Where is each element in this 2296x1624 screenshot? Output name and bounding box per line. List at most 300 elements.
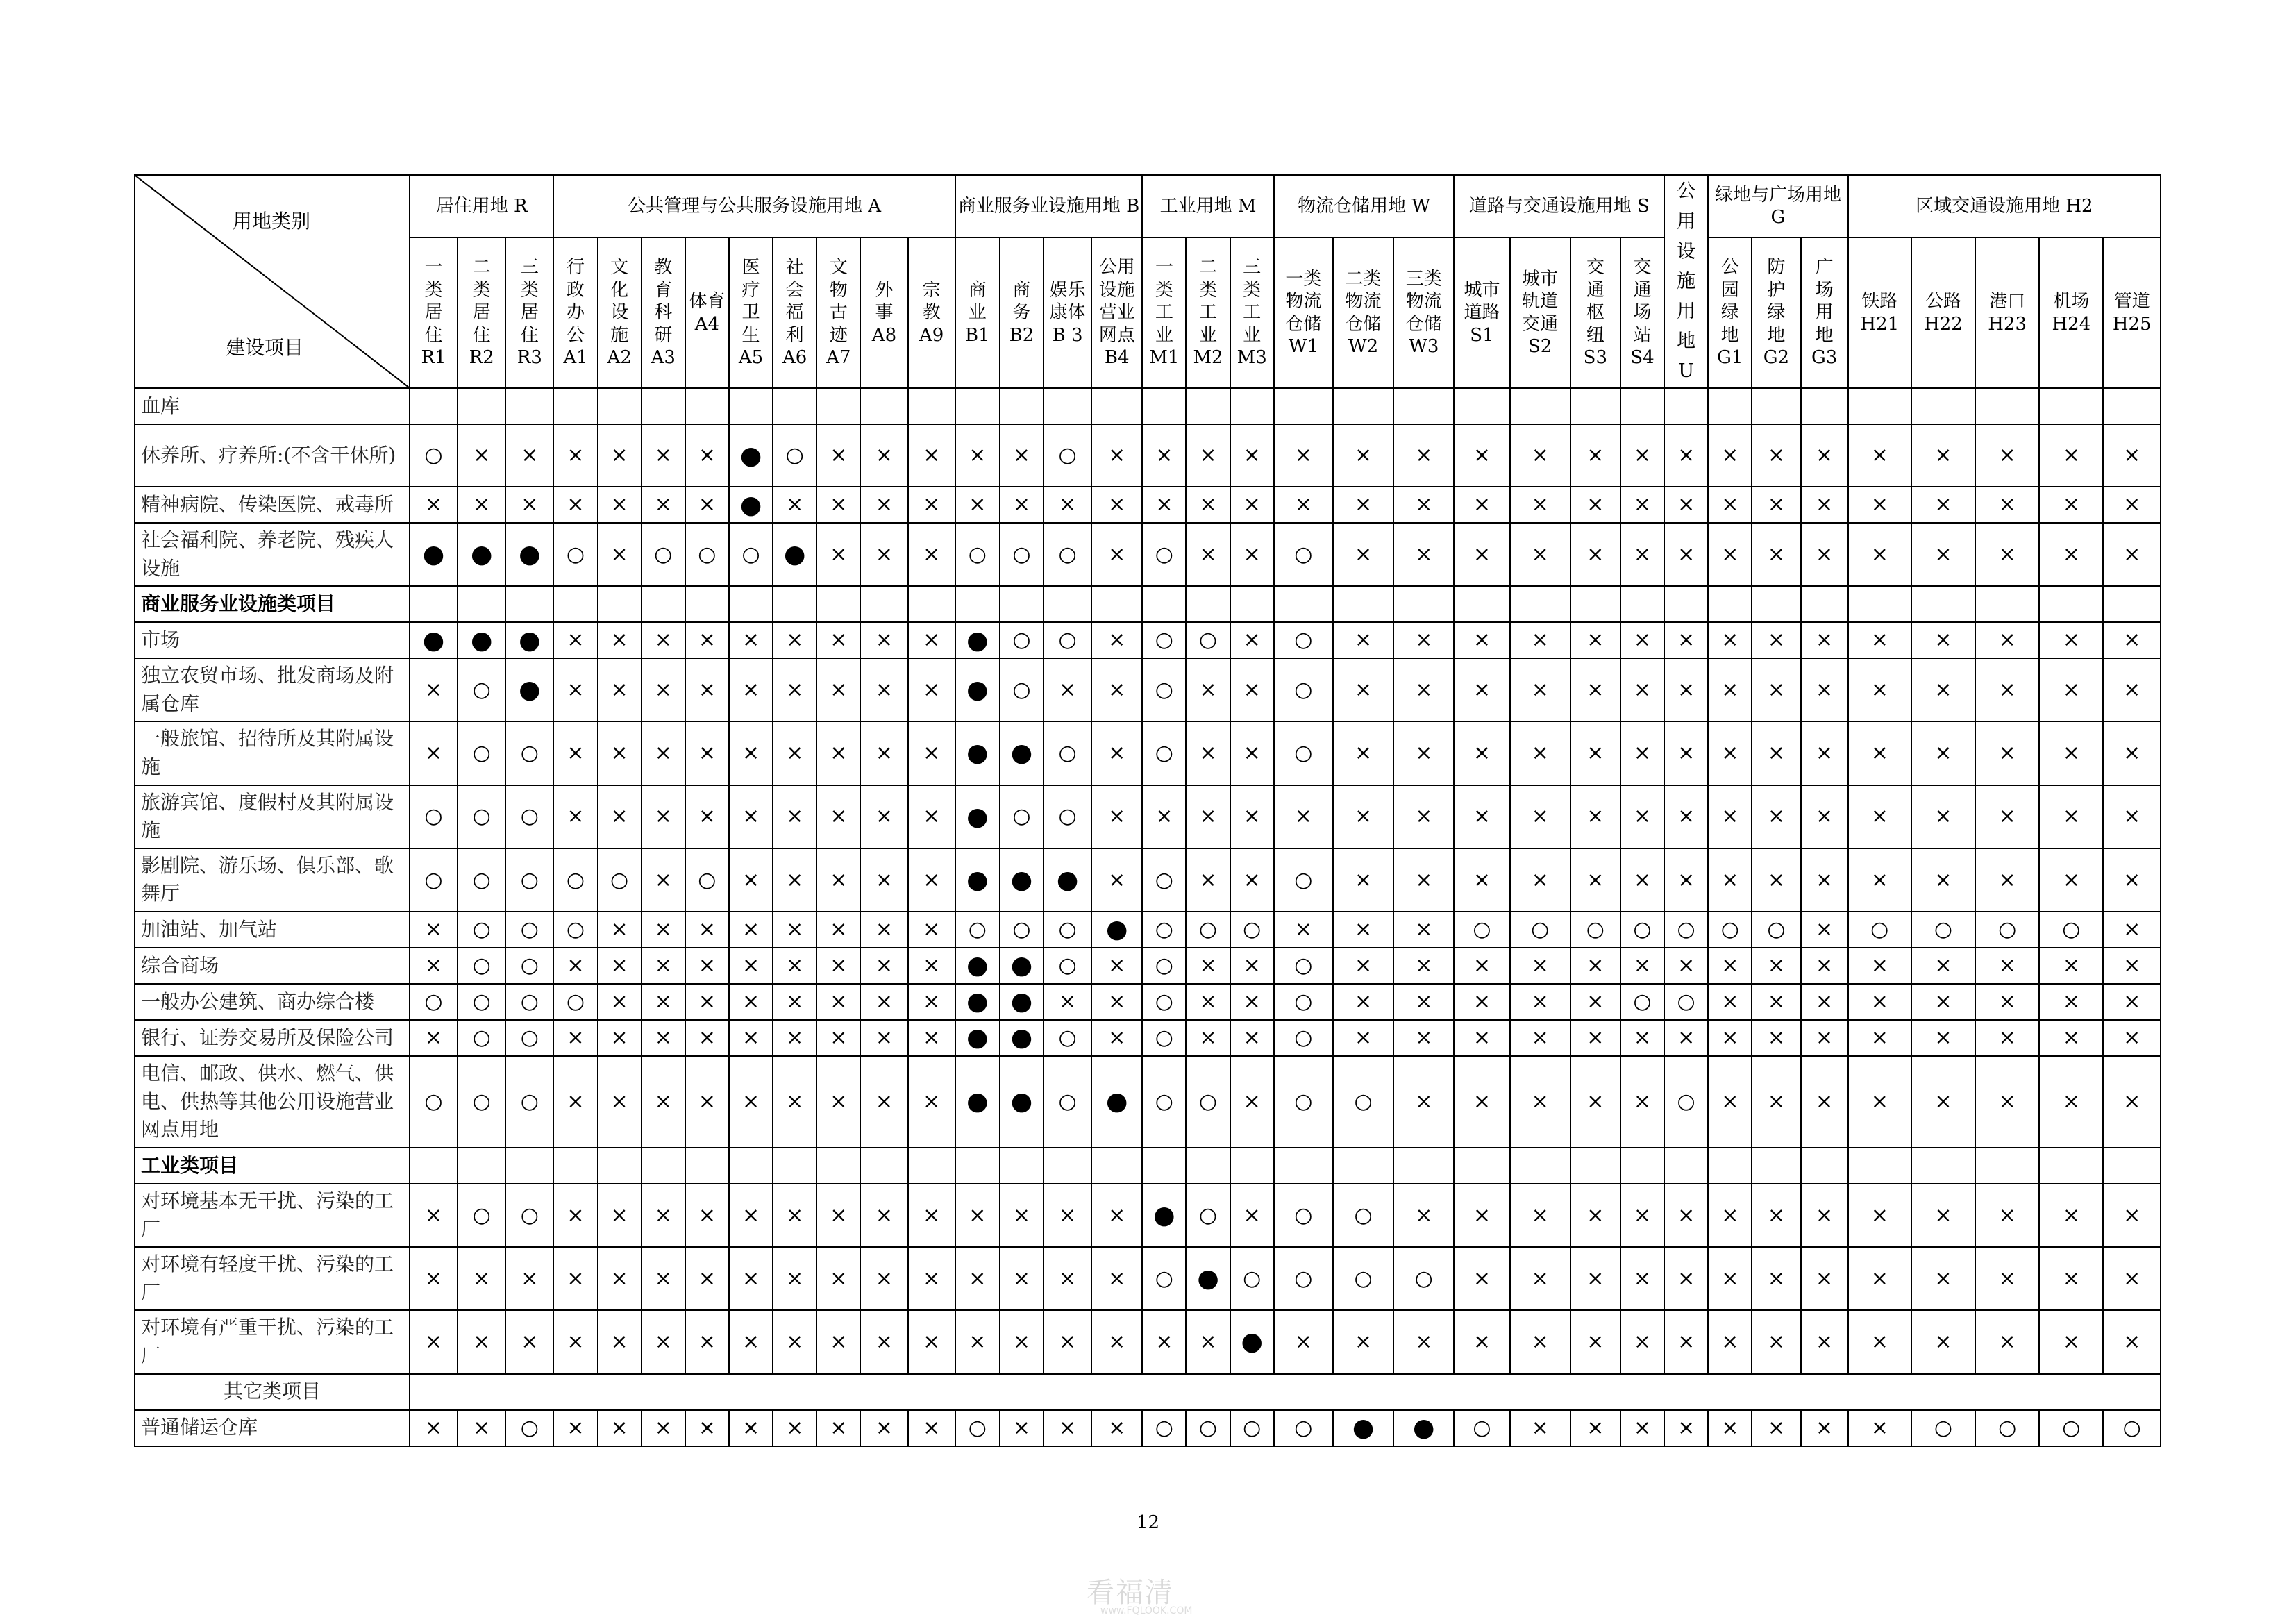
empty-cell <box>1454 1148 1509 1184</box>
prohibited-mark: × <box>1570 523 1620 586</box>
prohibited-mark: × <box>1911 785 1975 848</box>
empty-cell <box>1570 388 1620 424</box>
prohibited-mark: × <box>1091 721 1142 785</box>
empty-cell <box>1708 388 1752 424</box>
conditional-mark: ○ <box>410 1056 458 1148</box>
conditional-mark: ○ <box>685 523 729 586</box>
prohibited-mark: × <box>816 785 860 848</box>
empty-cell <box>1708 586 1752 622</box>
prohibited-mark: × <box>860 1247 907 1310</box>
conditional-mark: ○ <box>1186 1184 1230 1247</box>
prohibited-mark: × <box>1975 848 2039 912</box>
group-header <box>955 175 1143 237</box>
prohibited-mark: × <box>1911 848 1975 912</box>
prohibited-mark: × <box>1230 1056 1274 1148</box>
empty-cell <box>773 388 816 424</box>
prohibited-mark: × <box>1752 1020 1800 1056</box>
conditional-mark: ○ <box>729 523 773 586</box>
column-code: A8 <box>871 324 897 346</box>
row-name: 一般旅馆、招待所及其附属设施 <box>135 721 410 785</box>
prohibited-mark: × <box>1752 848 1800 912</box>
prohibited-mark: × <box>1091 1184 1142 1247</box>
conditional-mark: ○ <box>642 523 685 586</box>
prohibited-mark: × <box>1664 622 1708 658</box>
prohibited-mark: × <box>1091 948 1142 984</box>
conditional-mark: ○ <box>1664 984 1708 1020</box>
row-name: 综合商场 <box>135 948 410 984</box>
prohibited-mark: × <box>773 984 816 1020</box>
prohibited-mark: × <box>1186 785 1230 848</box>
prohibited-mark: × <box>553 1020 597 1056</box>
prohibited-mark: × <box>1570 622 1620 658</box>
prohibited-mark: × <box>1620 487 1664 523</box>
prohibited-mark: × <box>1186 984 1230 1020</box>
prohibited-mark: × <box>816 912 860 948</box>
conditional-mark: ○ <box>1274 721 1333 785</box>
prohibited-mark: × <box>1911 1056 1975 1148</box>
section-filler <box>410 1374 2161 1410</box>
empty-cell <box>908 388 955 424</box>
prohibited-mark: × <box>1801 785 1848 848</box>
group-header <box>1274 175 1455 237</box>
prohibited-mark: × <box>505 424 553 487</box>
column-code: A6 <box>782 347 807 369</box>
prohibited-mark: × <box>1393 721 1454 785</box>
table-row <box>135 658 2161 721</box>
prohibited-mark: × <box>1848 487 1911 523</box>
empty-cell <box>1801 1148 1848 1184</box>
permitted-mark: ● <box>1333 1410 1393 1446</box>
table-row <box>135 1056 2161 1148</box>
column-header-a3: 教 育 科 研 A3 <box>642 237 685 388</box>
prohibited-mark: × <box>1333 658 1393 721</box>
prohibited-mark: × <box>598 1310 642 1373</box>
empty-cell <box>860 1148 907 1184</box>
empty-cell <box>1274 388 1333 424</box>
conditional-mark: ○ <box>1142 721 1186 785</box>
column-header-m1: 一 类 工 业 M1 <box>1142 237 1186 388</box>
prohibited-mark: × <box>1186 658 1230 721</box>
conditional-mark: ○ <box>505 785 553 848</box>
permitted-mark: ● <box>955 984 1000 1020</box>
prohibited-mark: × <box>1510 1184 1570 1247</box>
prohibited-mark: × <box>1848 848 1911 912</box>
column-code: A4 <box>694 313 720 335</box>
conditional-mark: ○ <box>458 1020 505 1056</box>
empty-cell <box>1620 586 1664 622</box>
prohibited-mark: × <box>908 1056 955 1148</box>
prohibited-mark: × <box>1510 523 1570 586</box>
column-code: M2 <box>1193 347 1223 369</box>
conditional-mark: ○ <box>1000 912 1044 948</box>
prohibited-mark: × <box>505 1247 553 1310</box>
prohibited-mark: × <box>598 1410 642 1446</box>
prohibited-mark: × <box>773 848 816 912</box>
prohibited-mark: × <box>1044 658 1091 721</box>
conditional-mark: ○ <box>1044 1020 1091 1056</box>
row-name: 对环境基本无干扰、污染的工厂 <box>135 1184 410 1247</box>
prohibited-mark: × <box>598 523 642 586</box>
column-header-a1: 行 政 办 公 A1 <box>553 237 597 388</box>
prohibited-mark: × <box>1801 1184 1848 1247</box>
prohibited-mark: × <box>642 1184 685 1247</box>
prohibited-mark: × <box>685 912 729 948</box>
conditional-mark: ○ <box>553 984 597 1020</box>
prohibited-mark: × <box>1091 1410 1142 1446</box>
prohibited-mark: × <box>1570 424 1620 487</box>
prohibited-mark: × <box>1393 523 1454 586</box>
empty-cell <box>1142 388 1186 424</box>
empty-cell <box>1000 1148 1044 1184</box>
prohibited-mark: × <box>1664 487 1708 523</box>
conditional-mark: ○ <box>1142 622 1186 658</box>
empty-cell <box>1801 586 1848 622</box>
prohibited-mark: × <box>1333 948 1393 984</box>
prohibited-mark: × <box>1000 1410 1044 1446</box>
prohibited-mark: × <box>1510 1056 1570 1148</box>
conditional-mark: ○ <box>505 1056 553 1148</box>
prohibited-mark: × <box>955 424 1000 487</box>
prohibited-mark: × <box>2039 848 2103 912</box>
conditional-mark: ○ <box>1393 1247 1454 1310</box>
conditional-mark: ○ <box>1044 785 1091 848</box>
prohibited-mark: × <box>2039 1020 2103 1056</box>
conditional-mark: ○ <box>1000 523 1044 586</box>
prohibited-mark: × <box>1848 424 1911 487</box>
column-header-s3: 交 通 枢 纽 S3 <box>1570 237 1620 388</box>
conditional-mark: ○ <box>1333 1247 1393 1310</box>
conditional-mark: ○ <box>1975 912 2039 948</box>
table-row <box>135 523 2161 586</box>
conditional-mark: ○ <box>1911 912 1975 948</box>
permitted-mark: ● <box>1044 848 1091 912</box>
corner-top-label: 用地类别 <box>233 210 311 233</box>
prohibited-mark: × <box>1664 1247 1708 1310</box>
prohibited-mark: × <box>1801 848 1848 912</box>
prohibited-mark: × <box>1274 785 1333 848</box>
conditional-mark: ○ <box>1274 984 1333 1020</box>
prohibited-mark: × <box>816 1056 860 1148</box>
empty-cell <box>505 586 553 622</box>
prohibited-mark: × <box>685 984 729 1020</box>
prohibited-mark: × <box>1752 424 1800 487</box>
prohibited-mark: × <box>553 721 597 785</box>
prohibited-mark: × <box>553 424 597 487</box>
row-name: 对环境有轻度干扰、污染的工厂 <box>135 1247 410 1310</box>
prohibited-mark: × <box>685 622 729 658</box>
prohibited-mark: × <box>1664 721 1708 785</box>
prohibited-mark: × <box>1230 1020 1274 1056</box>
prohibited-mark: × <box>685 1056 729 1148</box>
prohibited-mark: × <box>598 984 642 1020</box>
row-name: 加油站、加气站 <box>135 912 410 948</box>
prohibited-mark: × <box>2039 622 2103 658</box>
empty-cell <box>1911 388 1975 424</box>
prohibited-mark: × <box>1911 721 1975 785</box>
conditional-mark: ○ <box>1230 1247 1274 1310</box>
prohibited-mark: × <box>642 1247 685 1310</box>
column-header-b2: 商 务 B2 <box>1000 237 1044 388</box>
column-header-h23: 港口 H23 <box>1975 237 2039 388</box>
empty-cell <box>1333 586 1393 622</box>
prohibited-mark: × <box>1752 785 1800 848</box>
prohibited-mark: × <box>553 487 597 523</box>
prohibited-mark: × <box>553 1410 597 1446</box>
prohibited-mark: × <box>729 785 773 848</box>
prohibited-mark: × <box>816 658 860 721</box>
prohibited-mark: × <box>1274 487 1333 523</box>
column-code: W1 <box>1288 336 1318 357</box>
empty-cell <box>816 1148 860 1184</box>
empty-cell <box>1570 1148 1620 1184</box>
empty-cell <box>729 586 773 622</box>
group-header <box>410 175 553 237</box>
empty-cell <box>458 586 505 622</box>
conditional-mark: ○ <box>1044 424 1091 487</box>
group-header: 公 用 设 施 用 地 U <box>1664 175 1708 388</box>
empty-cell <box>1000 388 1044 424</box>
prohibited-mark: × <box>1510 487 1570 523</box>
prohibited-mark: × <box>908 912 955 948</box>
conditional-mark: ○ <box>505 948 553 984</box>
prohibited-mark: × <box>1801 622 1848 658</box>
prohibited-mark: × <box>2039 523 2103 586</box>
prohibited-mark: × <box>1142 785 1186 848</box>
prohibited-mark: × <box>1911 984 1975 1020</box>
prohibited-mark: × <box>1510 622 1570 658</box>
group-header <box>553 175 955 237</box>
prohibited-mark: × <box>1230 487 1274 523</box>
empty-cell <box>1000 586 1044 622</box>
prohibited-mark: × <box>729 1020 773 1056</box>
empty-cell <box>1230 388 1274 424</box>
empty-cell <box>773 586 816 622</box>
prohibited-mark: × <box>685 1184 729 1247</box>
prohibited-mark: × <box>1620 1056 1664 1148</box>
conditional-mark: ○ <box>955 523 1000 586</box>
prohibited-mark: × <box>1142 487 1186 523</box>
prohibited-mark: × <box>1044 1410 1091 1446</box>
prohibited-mark: × <box>642 622 685 658</box>
prohibited-mark: × <box>1044 1247 1091 1310</box>
table-row <box>135 586 2161 622</box>
prohibited-mark: × <box>1044 1184 1091 1247</box>
column-code: G3 <box>1811 347 1838 369</box>
prohibited-mark: × <box>1000 487 1044 523</box>
prohibited-mark: × <box>1752 523 1800 586</box>
column-code: A2 <box>607 347 632 369</box>
prohibited-mark: × <box>1510 721 1570 785</box>
prohibited-mark: × <box>2039 658 2103 721</box>
prohibited-mark: × <box>1848 622 1911 658</box>
column-header-g2: 防 护 绿 地 G2 <box>1752 237 1800 388</box>
column-header-s1: 城市 道路 S1 <box>1454 237 1509 388</box>
prohibited-mark: × <box>1801 1247 1848 1310</box>
prohibited-mark: × <box>2039 1310 2103 1373</box>
prohibited-mark: × <box>642 848 685 912</box>
prohibited-mark: × <box>1708 658 1752 721</box>
empty-cell <box>1186 388 1230 424</box>
corner-header <box>135 175 410 388</box>
empty-cell <box>1333 1148 1393 1184</box>
empty-cell <box>860 586 907 622</box>
prohibited-mark: × <box>908 721 955 785</box>
conditional-mark: ○ <box>1848 912 1911 948</box>
prohibited-mark: × <box>553 948 597 984</box>
prohibited-mark: × <box>685 785 729 848</box>
empty-cell <box>642 1148 685 1184</box>
empty-cell <box>1091 388 1142 424</box>
prohibited-mark: × <box>1186 424 1230 487</box>
prohibited-mark: × <box>1801 1310 1848 1373</box>
prohibited-mark: × <box>2103 848 2161 912</box>
column-code: H25 <box>2112 313 2152 335</box>
prohibited-mark: × <box>1911 622 1975 658</box>
prohibited-mark: × <box>860 785 907 848</box>
prohibited-mark: × <box>642 721 685 785</box>
row-name: 电信、邮政、供水、燃气、供电、供热等其他公用设施营业网点用地 <box>135 1056 410 1148</box>
prohibited-mark: × <box>2103 523 2161 586</box>
empty-cell <box>816 388 860 424</box>
prohibited-mark: × <box>1393 487 1454 523</box>
prohibited-mark: × <box>410 658 458 721</box>
permitted-mark: ● <box>1000 848 1044 912</box>
column-header-m2: 二 类 工 业 M2 <box>1186 237 1230 388</box>
conditional-mark: ○ <box>505 721 553 785</box>
prohibited-mark: × <box>955 1247 1000 1310</box>
row-name: 普通储运仓库 <box>135 1410 410 1446</box>
row-name: 旅游宾馆、度假村及其附属设施 <box>135 785 410 848</box>
empty-cell <box>1752 586 1800 622</box>
permitted-mark: ● <box>955 658 1000 721</box>
column-header-h24: 机场 H24 <box>2039 237 2103 388</box>
prohibited-mark: × <box>860 1056 907 1148</box>
empty-cell <box>1454 586 1509 622</box>
prohibited-mark: × <box>598 487 642 523</box>
conditional-mark: ○ <box>1142 523 1186 586</box>
prohibited-mark: × <box>1848 721 1911 785</box>
prohibited-mark: × <box>1620 658 1664 721</box>
empty-cell <box>642 586 685 622</box>
conditional-mark: ○ <box>1274 622 1333 658</box>
prohibited-mark: × <box>1454 424 1509 487</box>
prohibited-mark: × <box>729 1310 773 1373</box>
column-code: H21 <box>1860 313 1900 335</box>
empty-cell <box>1454 388 1509 424</box>
prohibited-mark: × <box>1393 1020 1454 1056</box>
conditional-mark: ○ <box>505 984 553 1020</box>
prohibited-mark: × <box>860 984 907 1020</box>
corner-bottom-label: 建设项目 <box>226 336 304 359</box>
conditional-mark: ○ <box>1620 984 1664 1020</box>
conditional-mark: ○ <box>1333 1056 1393 1148</box>
column-header-a8: 外 事 A8 <box>860 237 907 388</box>
prohibited-mark: × <box>598 1056 642 1148</box>
row-name: 影剧院、游乐场、俱乐部、歌舞厅 <box>135 848 410 912</box>
prohibited-mark: × <box>2103 1247 2161 1310</box>
prohibited-mark: × <box>642 1056 685 1148</box>
conditional-mark: ○ <box>1620 912 1664 948</box>
conditional-mark: ○ <box>1274 1056 1333 1148</box>
empty-cell <box>553 388 597 424</box>
prohibited-mark: × <box>410 1310 458 1373</box>
prohibited-mark: × <box>860 1310 907 1373</box>
empty-cell <box>955 586 1000 622</box>
prohibited-mark: × <box>1975 1247 2039 1310</box>
prohibited-mark: × <box>2039 1056 2103 1148</box>
prohibited-mark: × <box>598 424 642 487</box>
table-row <box>135 785 2161 848</box>
conditional-mark: ○ <box>1664 912 1708 948</box>
prohibited-mark: × <box>1044 984 1091 1020</box>
prohibited-mark: × <box>1848 948 1911 984</box>
prohibited-mark: × <box>1510 1410 1570 1446</box>
empty-cell <box>1664 586 1708 622</box>
prohibited-mark: × <box>2103 1310 2161 1373</box>
column-code: S3 <box>1583 347 1608 369</box>
prohibited-mark: × <box>1454 1184 1509 1247</box>
prohibited-mark: × <box>1000 424 1044 487</box>
prohibited-mark: × <box>1393 912 1454 948</box>
permitted-mark: ● <box>773 523 816 586</box>
prohibited-mark: × <box>1091 1247 1142 1310</box>
prohibited-mark: × <box>1752 622 1800 658</box>
prohibited-mark: × <box>1186 1310 1230 1373</box>
prohibited-mark: × <box>1454 1020 1509 1056</box>
prohibited-mark: × <box>1570 785 1620 848</box>
prohibited-mark: × <box>1230 848 1274 912</box>
prohibited-mark: × <box>410 912 458 948</box>
column-code: M3 <box>1237 347 1267 369</box>
prohibited-mark: × <box>729 848 773 912</box>
prohibited-mark: × <box>1454 487 1509 523</box>
conditional-mark: ○ <box>458 658 505 721</box>
prohibited-mark: × <box>1801 658 1848 721</box>
column-code: M1 <box>1149 347 1180 369</box>
group-header-label: 物流仓储用地 W <box>1298 195 1431 217</box>
prohibited-mark: × <box>410 948 458 984</box>
permitted-mark: ● <box>1091 1056 1142 1148</box>
prohibited-mark: × <box>1848 1410 1911 1446</box>
conditional-mark: ○ <box>1333 1184 1393 1247</box>
prohibited-mark: × <box>642 487 685 523</box>
table-row <box>135 1247 2161 1310</box>
prohibited-mark: × <box>553 785 597 848</box>
prohibited-mark: × <box>1333 424 1393 487</box>
prohibited-mark: × <box>685 424 729 487</box>
prohibited-mark: × <box>1186 487 1230 523</box>
prohibited-mark: × <box>2039 1247 2103 1310</box>
prohibited-mark: × <box>816 984 860 1020</box>
prohibited-mark: × <box>1000 1184 1044 1247</box>
prohibited-mark: × <box>685 948 729 984</box>
column-header-h21: 铁路 H21 <box>1848 237 1911 388</box>
empty-cell <box>1091 586 1142 622</box>
empty-cell <box>729 388 773 424</box>
prohibited-mark: × <box>816 1020 860 1056</box>
prohibited-mark: × <box>2039 487 2103 523</box>
conditional-mark: ○ <box>1230 1410 1274 1446</box>
prohibited-mark: × <box>1911 948 1975 984</box>
prohibited-mark: × <box>1620 1020 1664 1056</box>
prohibited-mark: × <box>1708 721 1752 785</box>
prohibited-mark: × <box>860 1020 907 1056</box>
permitted-mark: ● <box>410 622 458 658</box>
group-header-label: 绿地与广场用地 G <box>1714 184 1841 228</box>
prohibited-mark: × <box>1708 1247 1752 1310</box>
conditional-mark: ○ <box>2039 1410 2103 1446</box>
prohibited-mark: × <box>1510 848 1570 912</box>
